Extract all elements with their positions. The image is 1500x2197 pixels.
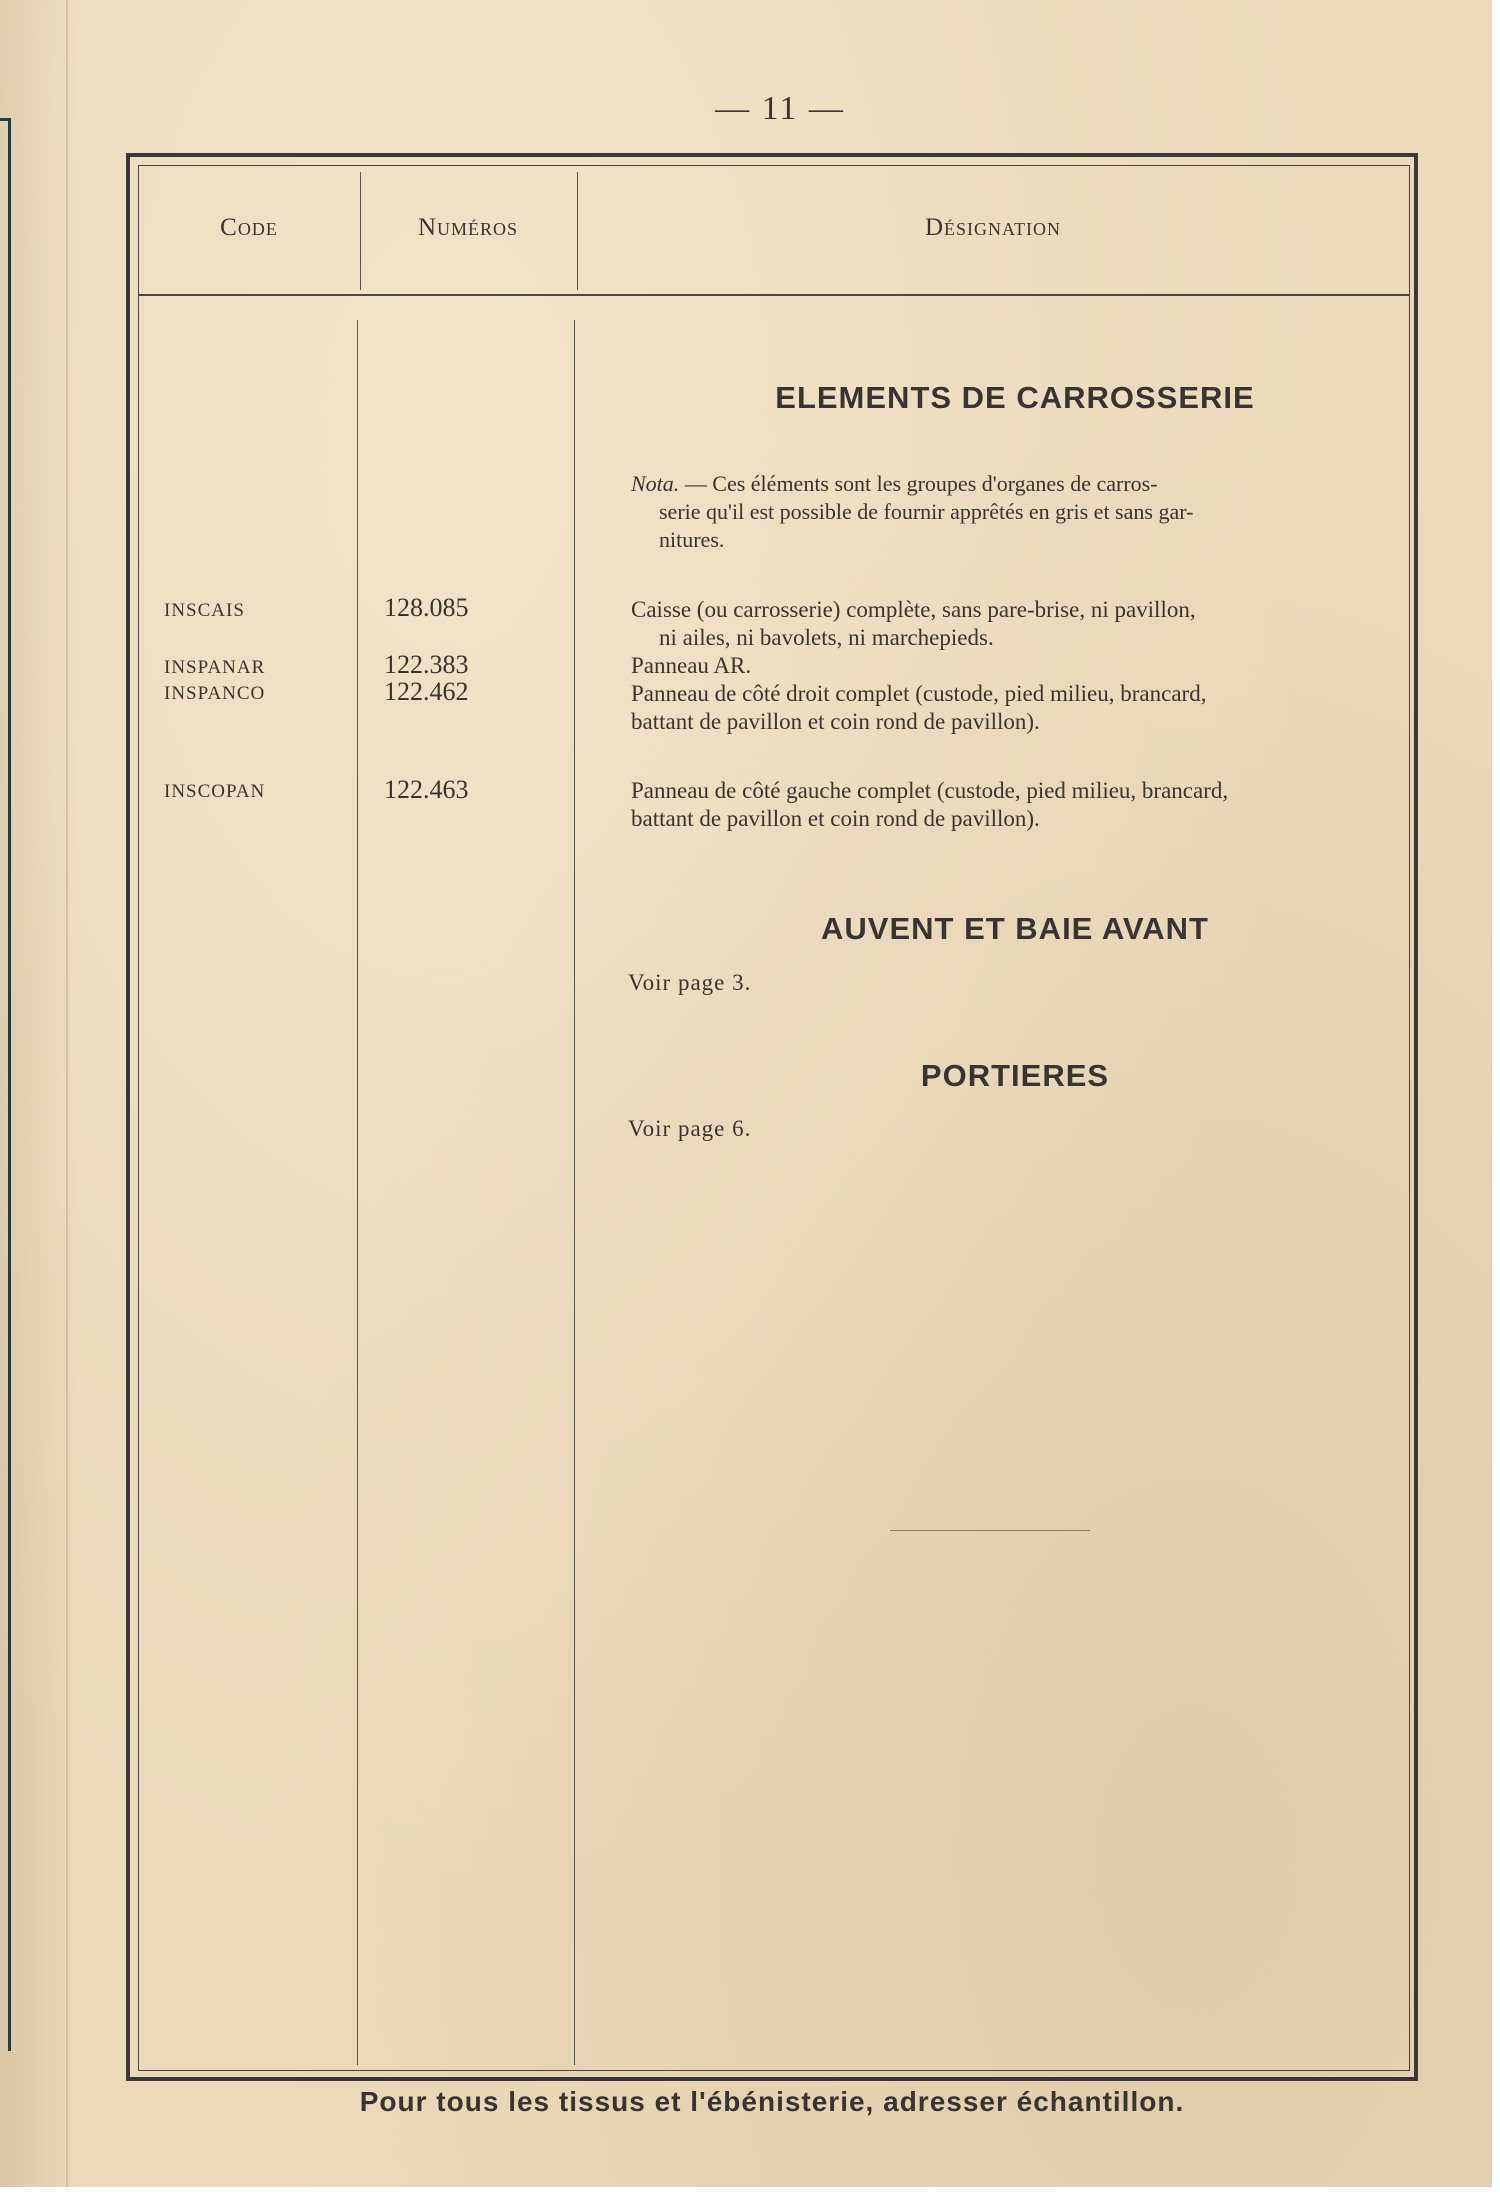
row-designation-line1: Panneau de côté gauche complet (custode, pied milieu, brancard, [631, 778, 1229, 803]
header-numeros: Numéros [417, 214, 519, 241]
column-divider-code-body [357, 320, 358, 2065]
scan-margin-bottom [0, 2187, 1500, 2197]
row-designation-line1: Caisse (ou carrosserie) complète, sans pare-brise, ni pavillon, [631, 597, 1196, 622]
nota-text-line3: nitures. [659, 527, 725, 552]
row-code: INSCOPAN [164, 781, 266, 802]
section-title-elements: ELEMENTS DE CARROSSERIE [775, 380, 1255, 415]
section-title-portieres: PORTIERES [920, 1058, 1110, 1093]
row-designation [631, 680, 1391, 736]
row-numero: 122.462 [384, 677, 469, 706]
section-title-auvent: AUVENT ET BAIE AVANT [821, 911, 1209, 946]
page-fold [66, 0, 69, 2187]
scan-margin-right [1492, 0, 1500, 2197]
adjacent-page-edge [0, 118, 11, 2051]
row-designation-line1: Panneau AR. [631, 653, 752, 678]
row-designation-line2: ni ailes, ni bavolets, ni marchepieds. [659, 625, 994, 650]
row-code: INSCAIS [164, 600, 245, 621]
column-divider-numeros-body [574, 320, 575, 2065]
header-divider [138, 294, 1410, 296]
row-designation-line2: battant de pavillon et coin rond de pavillon). [631, 806, 1040, 831]
row-designation [631, 596, 1391, 652]
row-designation-line1: Panneau de côté droit complet (custode, pied milieu, brancard, [631, 681, 1207, 706]
row-code: INSPANAR [164, 657, 266, 678]
nota-text-line2: serie qu'il est possible de fournir apprêtés en gris et sans gar- [659, 499, 1194, 524]
row-designation [631, 652, 1391, 680]
nota-text-line1: — Ces éléments sont les groupes d'organes de carros- [679, 471, 1158, 496]
row-numero: 122.383 [384, 650, 469, 679]
end-rule [890, 1530, 1090, 1531]
nota-label: Nota. [631, 471, 680, 496]
header-code: Code [220, 214, 278, 241]
page-number: — 11 — [715, 90, 845, 127]
footer-note: Pour tous les tissus et l'ébénisterie, adresser échantillon. [359, 2086, 1185, 2117]
row-designation [631, 777, 1391, 833]
see-page-auvent: Voir page 3. [628, 970, 752, 995]
see-page-portieres: Voir page 6. [628, 1116, 752, 1141]
row-designation-line2: battant de pavillon et coin rond de pavillon). [631, 709, 1040, 734]
row-code: INSPANCO [164, 683, 266, 704]
header-designation: Désignation [924, 214, 1062, 241]
row-numero: 128.085 [384, 593, 469, 622]
nota-paragraph [631, 470, 1391, 554]
table-inner-border [138, 165, 1410, 2071]
row-numero: 122.463 [384, 775, 469, 804]
